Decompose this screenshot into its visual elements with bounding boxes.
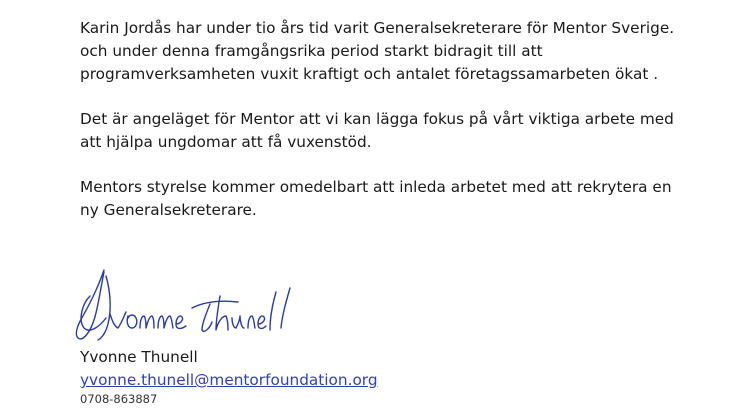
paragraph-3 xyxy=(80,176,672,222)
paragraph-line: Det är angeläget för Mentor att vi kan lägga fokus på vårt viktiga arbete med xyxy=(80,110,674,128)
paragraph-line: och under denna framgångsrika period starkt bidragit till att xyxy=(80,42,543,60)
signer-name: Yvonne Thunell xyxy=(80,348,198,366)
paragraph-line: Karin Jordås har under tio års tid varit Generalsekreterare för Mentor Sverige. xyxy=(80,19,675,37)
paragraph-line: ny Generalsekreterare. xyxy=(80,201,257,219)
paragraph-line: Mentors styrelse kommer omedelbart att inleda arbetet med att rekrytera en xyxy=(80,178,672,196)
signer-email-link[interactable]: yvonne.thunell@mentorfoundation.org xyxy=(80,371,378,389)
handwritten-signature xyxy=(70,262,320,350)
paragraph-2 xyxy=(80,108,674,154)
paragraph-line: att hjälpa ungdomar att få vuxenstöd. xyxy=(80,133,372,151)
signer-phone: 0708-863887 xyxy=(80,392,158,406)
paragraph-1 xyxy=(80,17,674,86)
paragraph-line: programverksamheten vuxit kraftigt och antalet företagssamarbeten ökat . xyxy=(80,65,659,83)
